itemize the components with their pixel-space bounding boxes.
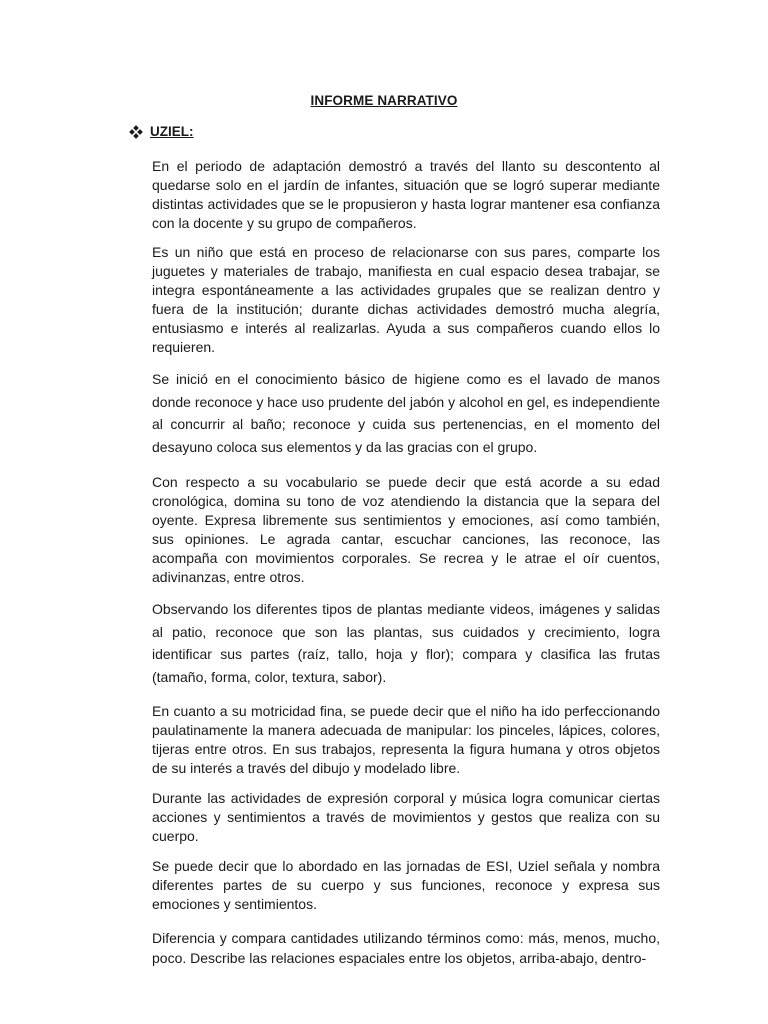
paragraph-social: Es un niño que está en proceso de relacionarse con sus pares, comparte los juguetes y materiales de trabajo, manifiesta en cual espacio desea trabajar, se integra espontáneamente a las actividades grupales que se realizan dentro y fuera de la institución; durante dichas actividades demostró mucha alegría, entusiasmo e interés al realizarlas. Ayuda a sus compañeros cuando ellos lo requieren. (152, 244, 660, 355)
report-body (152, 157, 660, 968)
paragraph-hygiene: Se inició en el conocimiento básico de higiene como es el lavado de manos donde reconoce y hace uso prudente del jabón y alcohol en gel, es independiente al concurrir al baño; reconoce y cuida sus pertenencias, en el momento del desayuno coloca sus elementos y da las gracias con el grupo. (152, 371, 660, 455)
student-heading (130, 124, 194, 139)
diamond-bullet-icon (130, 126, 142, 138)
paragraph-adaptation: En el periodo de adaptación demostró a través del llanto su descontento al quedarse solo en el jardín de infantes, situación que se logró superar mediante distintas actividades que se le propusieron y hasta lograr mantener esa confianza con la docente y su grupo de compañeros. (152, 158, 660, 231)
paragraph-math: Diferencia y compara cantidades utilizando términos como: más, menos, mucho, poco. Describe las relaciones espaciales entre los objetos, arriba-abajo, dentro- (152, 930, 660, 966)
paragraph-expression: Durante las actividades de expresión corporal y música logra comunicar ciertas acciones y sentimientos a través de movimientos y gestos que realiza con su cuerpo. (152, 790, 660, 844)
student-name: UZIEL: (150, 124, 194, 139)
page-title: INFORME NARRATIVO (310, 93, 458, 108)
paragraph-motor-skills: En cuanto a su motricidad fina, se puede decir que el niño ha ido perfeccionando paulatinamente la manera adecuada de manipular: los pinceles, lápices, colores, tijeras entre otros. En sus trabajos, representa la figura humana y otros objetos de su interés a través del dibujo y modelado libre. (152, 703, 660, 776)
paragraph-nature: Observando los diferentes tipos de plantas mediante videos, imágenes y salidas al patio, reconoce que son las plantas, sus cuidados y crecimiento, logra identificar sus partes (raíz, tallo, hoja y flor); compara y clasifica las frutas (tamaño, forma, color, textura, sabor). (152, 601, 660, 685)
paragraph-language: Con respecto a su vocabulario se puede decir que está acorde a su edad cronológica, domina su tono de voz atendiendo la distancia que la separa del oyente. Expresa libremente sus sentimientos y emociones, así como también, sus opiniones. Le agrada cantar, escuchar canciones, las reconoce, las acompaña con movimientos corporales. Se recrea y le atrae el oír cuentos, adivinanzas, entre otros. (152, 474, 660, 585)
paragraph-esi: Se puede decir que lo abordado en las jornadas de ESI, Uziel señala y nombra diferentes partes de su cuerpo y sus funciones, reconoce y expresa sus emociones y sentimientos. (152, 858, 660, 912)
